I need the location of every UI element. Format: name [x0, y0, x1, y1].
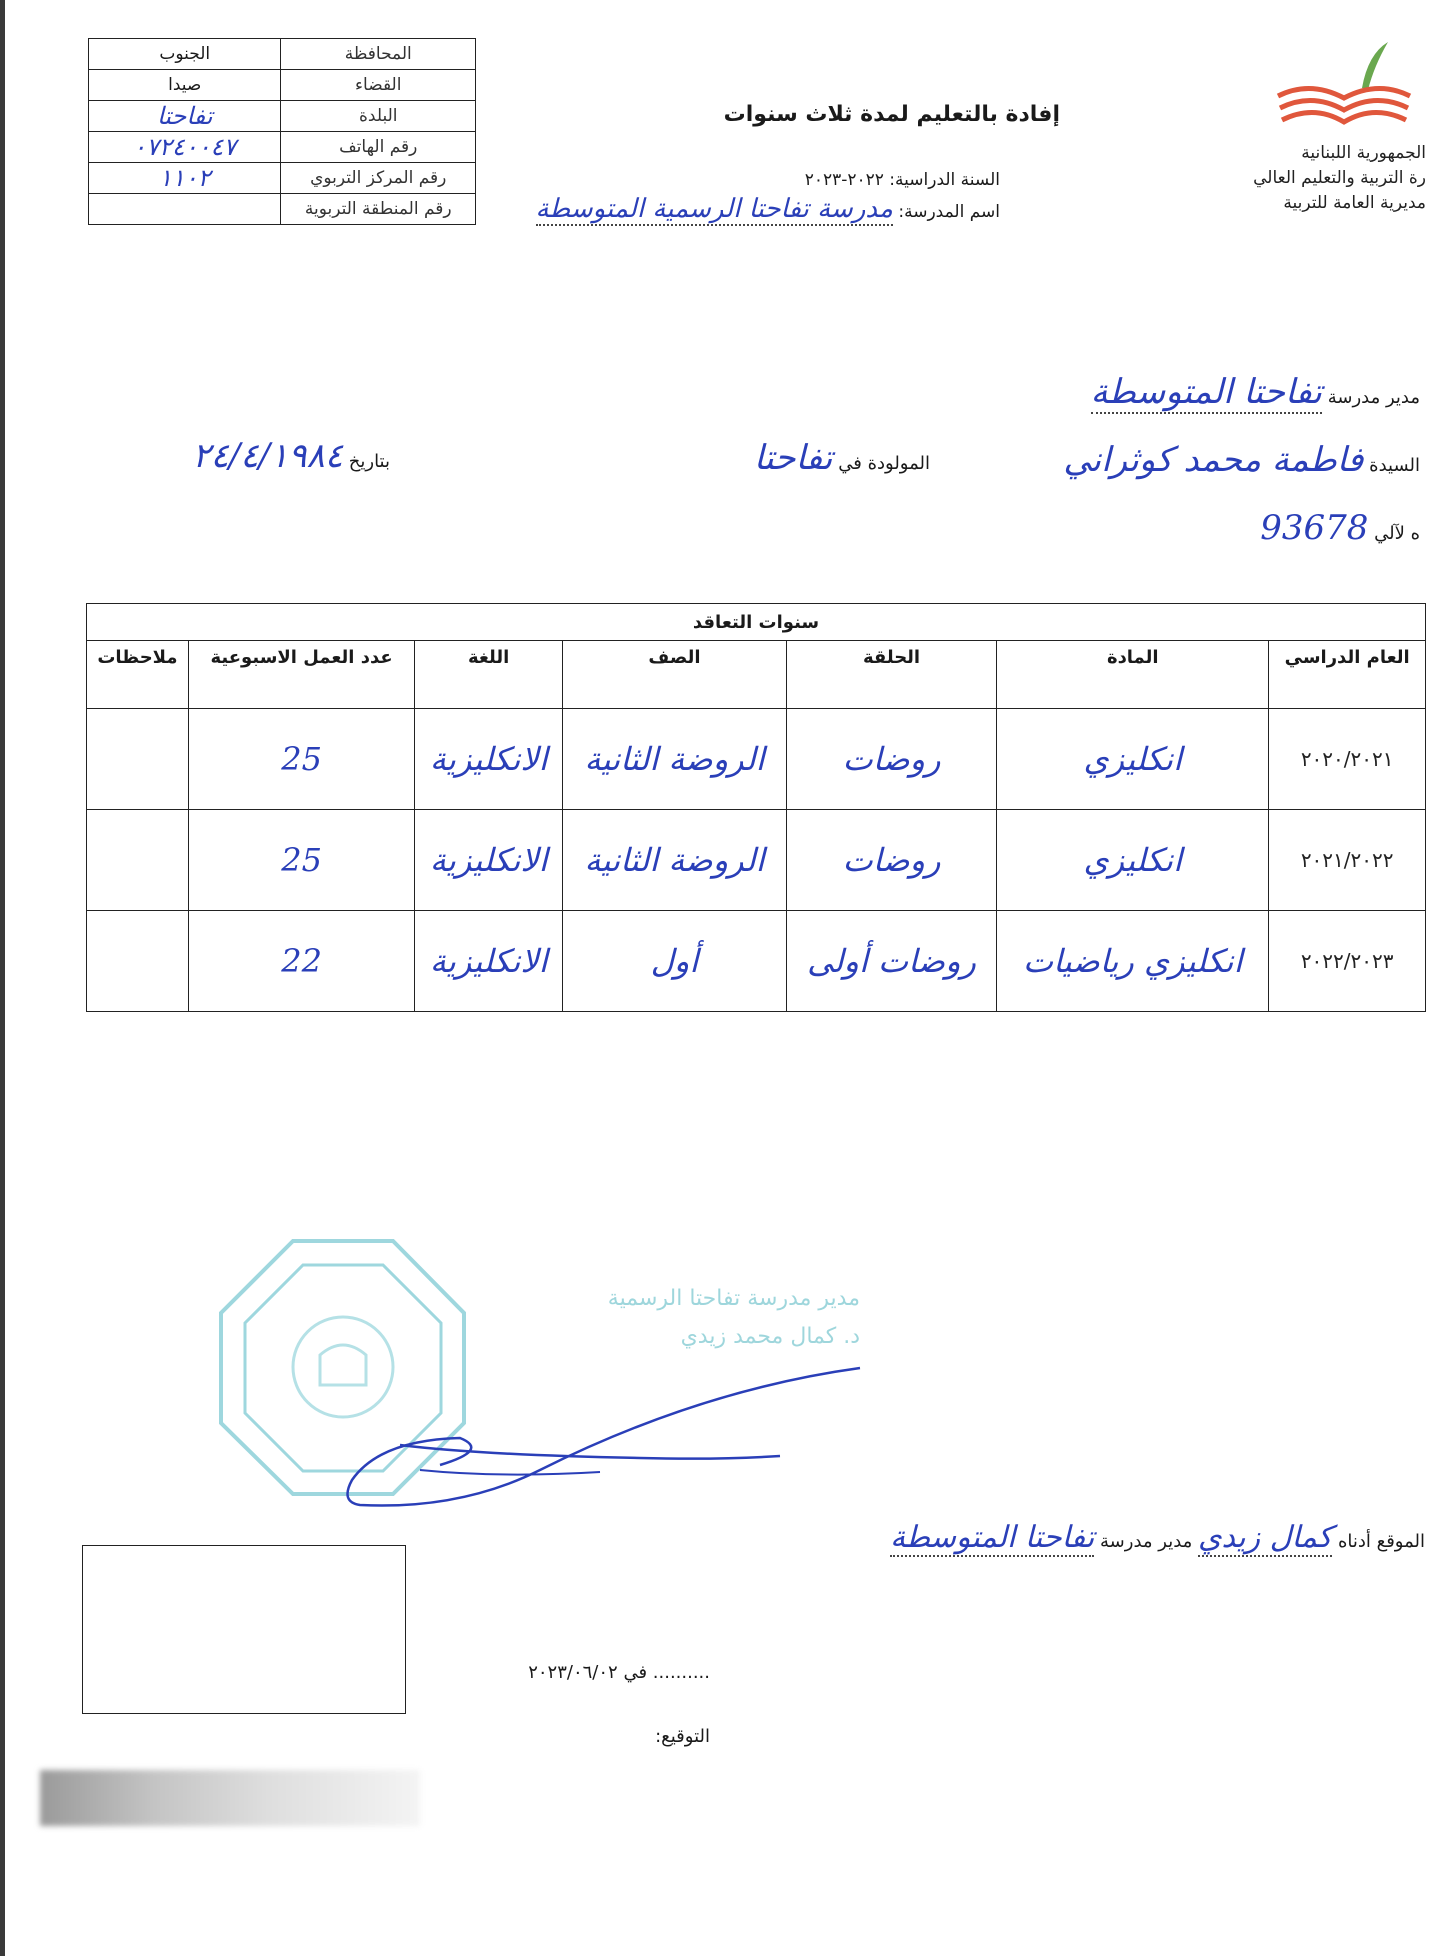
- info-label: رقم الهاتف: [281, 132, 476, 163]
- birth-date-value: ٢٤/٤/١٩٨٤: [192, 436, 344, 476]
- contract-subject-cell: انكليزي: [997, 810, 1269, 911]
- contract-grade-cell: أول: [563, 911, 787, 1012]
- director-row: [900, 372, 1420, 414]
- birth-date-row: [70, 436, 390, 476]
- contract-grade-cell: الروضة الثانية: [563, 709, 787, 810]
- issue-date-row: [440, 1662, 710, 1683]
- info-value: صيدا: [89, 70, 281, 101]
- contract-col-subject-header: المادة: [997, 641, 1269, 709]
- org-line-3: مديرية العامة للتربية: [1283, 193, 1426, 213]
- issue-date-dots: ..........: [652, 1662, 710, 1683]
- id-row: [1180, 508, 1420, 548]
- director-label: مدير مدرسة: [1327, 387, 1420, 408]
- school-name-row: [470, 194, 1000, 226]
- school-year-value: ٢٠٢٢-٢٠٢٣: [804, 170, 884, 190]
- contract-years-header: سنوات التعاقد: [87, 604, 1426, 641]
- born-row: [690, 438, 930, 478]
- location-info-table: [88, 38, 476, 225]
- info-label: رقم المركز التربوي: [281, 163, 476, 194]
- school-year-label: السنة الدراسية:: [889, 170, 1000, 190]
- organization-lines: [1186, 141, 1426, 216]
- contract-grade-cell: الروضة الثانية: [563, 810, 787, 911]
- contract-col-cycle-header: الحلقة: [786, 641, 996, 709]
- lady-row: [1000, 440, 1420, 480]
- id-label: ه لآلي: [1374, 523, 1420, 544]
- table-row: [87, 911, 1426, 1012]
- contract-columns-row: [87, 641, 1426, 709]
- contract-col-hours-header: عدد العمل الاسبوعية: [188, 641, 415, 709]
- stamp-text-line-1: مدير مدرسة تفاحتا الرسمية: [607, 1286, 860, 1311]
- born-label: المولودة في: [838, 453, 930, 474]
- contract-notes-cell: [87, 810, 189, 911]
- info-row: [89, 194, 476, 225]
- info-label: البلدة: [281, 101, 476, 132]
- org-line-2: رة التربية والتعليم العالي: [1253, 168, 1426, 188]
- contract-year-cell: ٢٠٢٠/٢٠٢١: [1269, 709, 1426, 810]
- ministry-logo: [1270, 36, 1420, 136]
- scan-edge: [0, 0, 5, 1956]
- lady-label: السيدة: [1369, 455, 1420, 476]
- info-label: المحافظة: [281, 39, 476, 70]
- contract-hours-cell: 25: [188, 810, 415, 911]
- contract-col-notes-header: ملاحظات: [87, 641, 189, 709]
- contract-language-cell: الانكليزية: [415, 911, 563, 1012]
- redacted-bar: [40, 1770, 420, 1826]
- info-label: القضاء: [281, 70, 476, 101]
- contract-col-year-header: العام الدراسي: [1269, 641, 1426, 709]
- contract-cycle-cell: روضات: [786, 810, 996, 911]
- handwritten-signature: [340, 1360, 880, 1530]
- born-value: تفاحتا: [753, 438, 833, 478]
- contract-hours-cell: 25: [188, 709, 415, 810]
- table-row: [87, 709, 1426, 810]
- info-label: رقم المنطقة التربوية: [281, 194, 476, 225]
- contract-language-cell: الانكليزية: [415, 810, 563, 911]
- contract-hours-cell: 22: [188, 911, 415, 1012]
- signer-row: [600, 1520, 1425, 1557]
- signature-label: التوقيع:: [655, 1726, 710, 1747]
- birth-date-label: بتاريخ: [348, 451, 390, 472]
- director-value: تفاحتا المتوسطة: [1090, 372, 1322, 412]
- stamp-text: [570, 1280, 860, 1370]
- contract-cycle-cell: روضات: [786, 709, 996, 810]
- info-row: [89, 70, 476, 101]
- contract-col-language-header: اللغة: [415, 641, 563, 709]
- contract-years-table: [86, 603, 1426, 1012]
- contract-notes-cell: [87, 709, 189, 810]
- contract-notes-cell: [87, 911, 189, 1012]
- signer-value: كمال زيدي: [1198, 1520, 1333, 1555]
- signer-role: مدير مدرسة: [1100, 1531, 1193, 1552]
- document-title: إفادة بالتعليم لمدة ثلاث سنوات: [723, 102, 1060, 127]
- issue-date-value: ٢٠٢٣/٠٦/٠٢: [528, 1662, 618, 1683]
- info-row: [89, 163, 476, 194]
- stamp-text-line-2: د. كمال محمد زيدي: [680, 1324, 860, 1349]
- contract-year-cell: ٢٠٢٢/٢٠٢٣: [1269, 911, 1426, 1012]
- contract-subject-cell: انكليزي رياضيات: [997, 911, 1269, 1012]
- info-value: الجنوب: [89, 39, 281, 70]
- school-name-value: مدرسة تفاحتا الرسمية المتوسطة: [535, 194, 893, 224]
- org-line-1: الجمهورية اللبنانية: [1301, 143, 1426, 163]
- info-row: [89, 101, 476, 132]
- lady-value: فاطمة محمد كوثراني: [1063, 440, 1364, 480]
- info-value: ٠٧٢٤٠٠٤٧: [89, 132, 281, 163]
- info-row: [89, 39, 476, 70]
- school-year-row: [690, 170, 1000, 190]
- school-name-label: اسم المدرسة:: [898, 202, 1000, 222]
- contract-cycle-cell: روضات أولى: [786, 911, 996, 1012]
- signer-school: تفاحتا المتوسطة: [890, 1520, 1095, 1555]
- info-value: [89, 194, 281, 225]
- id-value: 93678: [1260, 508, 1369, 548]
- contract-subject-cell: انكليزي: [997, 709, 1269, 810]
- issue-date-prefix: في: [623, 1662, 648, 1683]
- table-row: [87, 810, 1426, 911]
- info-row: [89, 132, 476, 163]
- contract-year-cell: ٢٠٢١/٢٠٢٢: [1269, 810, 1426, 911]
- info-value: ١١٠٢: [89, 163, 281, 194]
- signer-label: الموقع أدناه: [1337, 1531, 1425, 1552]
- contract-col-grade-header: الصف: [563, 641, 787, 709]
- blank-box: [82, 1545, 406, 1714]
- info-value: تفاحتا: [89, 101, 281, 132]
- contract-language-cell: الانكليزية: [415, 709, 563, 810]
